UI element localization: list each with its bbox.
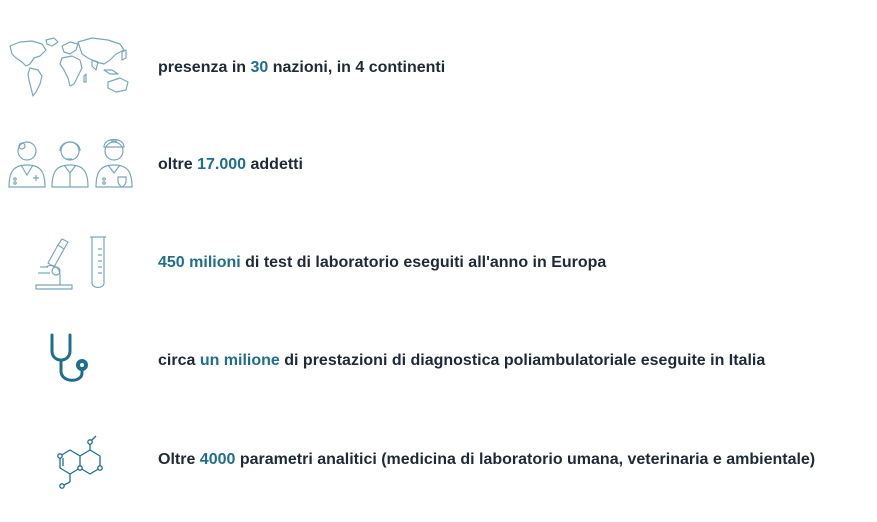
- stat-text-tests: [158, 253, 606, 273]
- stat-text-before: oltre: [158, 156, 198, 173]
- stat-row-employees: [0, 125, 877, 205]
- stat-highlight: 4000: [199, 451, 236, 468]
- stat-text-after: di test di laboratorio eseguiti all'anno in Europa: [240, 254, 607, 271]
- stat-row-diagnostics: [0, 321, 877, 401]
- medical-staff-icon: [0, 125, 140, 205]
- stat-text-employees: [158, 155, 303, 175]
- molecule-icon: [0, 420, 140, 500]
- stat-highlight: 30: [250, 59, 269, 76]
- stethoscope-icon: [0, 321, 140, 401]
- stat-text-before: circa: [158, 352, 200, 369]
- stat-row-countries: [0, 28, 877, 108]
- stat-text-after: addetti: [246, 156, 303, 173]
- stat-highlight: 17.000: [197, 156, 247, 173]
- stat-text-parameters: [158, 450, 815, 470]
- stat-text-after: nazioni, in 4 continenti: [268, 59, 446, 76]
- stat-text-before: Oltre: [158, 451, 200, 468]
- stat-row-parameters: [0, 420, 877, 500]
- stat-row-tests: [0, 223, 877, 303]
- microscope-test-tube-icon: [0, 223, 140, 303]
- stat-highlight: un milione: [199, 352, 280, 369]
- stat-text-diagnostics: [158, 351, 765, 371]
- stat-text-countries: [158, 58, 445, 78]
- stat-text-after: di prestazioni di diagnostica poliambulatoriale eseguite in Italia: [279, 352, 766, 369]
- stat-text-after: parametri analitici (medicina di laboratorio umana, veterinaria e ambientale): [235, 451, 816, 468]
- stat-highlight: 450 milioni: [158, 254, 241, 271]
- stat-text-before: presenza in: [158, 59, 251, 76]
- world-map-icon: [0, 28, 140, 108]
